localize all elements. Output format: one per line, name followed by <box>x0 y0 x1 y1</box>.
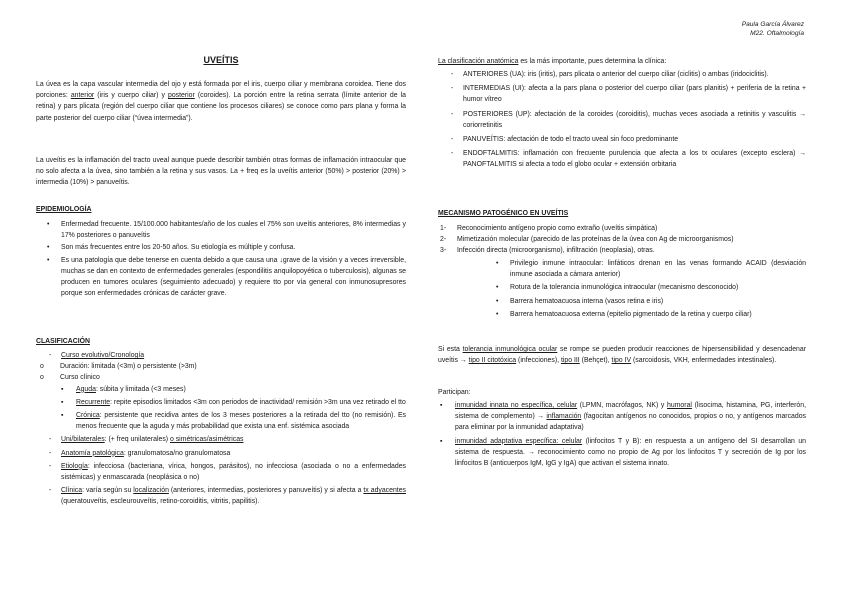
list-item: • Enfermedad frecuente. 15/100.000 habitantes/año de los cuales el 75% son uveítis anteriores, 8% intermedias y 17% posteriores o panuveítis <box>36 219 406 241</box>
list-item: • Barrera hematoacuosa interna (vasos retina e iris) <box>438 296 806 307</box>
list-item: • Privilegio inmune intraocular: linfáticos drenan en las venas formando ACAID (desviación inmune asociada a cámara anterior) <box>438 258 806 280</box>
tolerancia-paragraph: Si esta tolerancia inmunológica ocular se rompe se pueden producir reacciones de hipersensibilidad y desencadenar uveítis → tipo II citotóxica (infecciones), tipo III (Behçet), tipo IV (sarcoidosis, VKH, enfermedades intestinales). <box>438 346 806 365</box>
list-item: 2- Mimetización molecular (parecido de las proteínas de la úvea con Ag de microorganismos) <box>440 236 734 244</box>
anatomica-lead: La clasificación anatómica es la más importante, pues determina la clínica: <box>438 58 667 65</box>
list-item: ▪ inmunidad innata no específica, celular (LPMN, macrófagos, NK) y humoral (lisocima, histamina, PG, interferón, sistema de complemento) → inflamación (fagocitan antígenos no conocidos, propios o no, y antígenos marcados para eliminar por la inmunidad adaptativa) <box>438 400 806 434</box>
participan-heading: Participan: <box>438 389 471 396</box>
mecanismo-heading: MECANISMO PATOGÉNICO EN UVEÍTIS <box>438 210 569 217</box>
list-item: - Clínica: varía según su localización (anteriores, intermedias, posteriores y panuveítis) y si afecta a tx adyacentes (queratouveítis, escleurouveítis, retino-coroiditis, vitritis, papilitis). <box>36 485 406 507</box>
list-item: ▪ Crónica: persistente que recidiva antes de los 3 meses posteriores a la retirada del tto (no remisión). Es menos frecuente que la aguda y más probabilidad que exista una enf. sistémica asociada <box>36 410 406 432</box>
list-item: - Curso evolutivo/Cronología <box>36 350 406 361</box>
header-author-block <box>742 20 804 38</box>
anatomica-list <box>438 69 806 171</box>
list-item: - Etiología: infecciosa (bacteriana, vírica, hongos, parásitos), no infecciosa (asociada o no a enfermedades sistémicas) y enmascarada (neoplásica o no) <box>36 461 406 483</box>
list-item: - Anatomía patológica: granulomatosa/no granulomatosa <box>36 448 406 459</box>
author-name: Paula García Álvarez <box>741 21 804 28</box>
clasificacion-heading: CLASIFICACIÓN <box>36 338 90 345</box>
list-item: 3- Infección directa (microorganismo), infiltración (neoplasia), otras. <box>440 247 655 255</box>
list-item: • Rotura de la tolerancia inmunológica intraocular (mecanismo desconocido) <box>438 282 806 293</box>
list-item: 1- Reconocimiento antígeno propio como extraño (uveítis simpática) <box>440 225 658 232</box>
list-item: • Son más frecuentes entre los 20-50 años. Su etiología es múltiple y confusa. <box>36 242 406 253</box>
course-name: M22. Oftalmología <box>750 30 804 37</box>
participan-list <box>438 400 806 469</box>
list-item: - PANUVEÍTIS: afectación de todo el tracto uveal sin foco predominante <box>438 134 806 145</box>
intro-paragraph-1: La úvea es la capa vascular intermedia del ojo y está formada por el iris, cuerpo ciliar y membrana coroidea. Tiene dos porciones: anterior (iris y cuerpo ciliar) y posterior (coroides). La porción entre la retina serrata (límite anterior de la retina) y pars plicata (región del cuerpo ciliar que contiene los procesos ciliares) se conoce como pars plana y forma la parte posterior del cuerpo ciliar (“úvea intermedia”). <box>36 81 406 122</box>
list-item: o Duración: limitada (<3m) o persistente (>3m) <box>36 361 406 372</box>
mecanismo-list <box>438 223 806 257</box>
anterior-term: anterior <box>70 92 95 100</box>
list-item: ▪ Aguda: súbita y limitada (<3 meses) <box>36 384 406 395</box>
list-item: ▪ Recurrente: repite episodios limitados <3m con periodos de inactividad/ remisión >3m una vez retirado el tto <box>36 397 406 408</box>
list-item: - POSTERIORES (UP): afectación de la coroides (coroiditis), muchas veces asociada a retinitis y vasculitis → coriorretinitis <box>438 109 806 131</box>
page-title: UVEÍTIS <box>203 55 239 65</box>
mecanismo-sublist <box>438 258 806 320</box>
list-item: - ANTERIORES (UA): iris (iritis), pars plicata o anterior del cuerpo ciliar (ciclitis) o ambas (iridociclitis). <box>438 69 806 80</box>
clasificacion-list <box>36 350 406 508</box>
list-item: • Barrera hematoacuosa externa (epitelio pigmentado de la retina y cuerpo ciliar) <box>438 309 806 320</box>
list-item: - INTERMEDIAS (UI): afecta a la pars plana o posterior del cuerpo ciliar (pars planitis) + periferia de la retina + humor vítreo <box>438 83 806 105</box>
list-item: ▪ inmunidad adaptativa específica: celular (linfocitos T y B): en respuesta a un antígeno del SI desarrollan un sistema de respuesta. → reconocimiento como no propio de Ag por los linfocitos T y secreción de Ig por los linfocitos B (anticuerpos IgM, IgG y IgA) que activan el sistema innato. <box>438 436 806 470</box>
posterior-term: posterior <box>168 92 195 100</box>
epidemiologia-heading: EPIDEMIOLOGÍA <box>36 206 92 213</box>
list-item: • Es una patología que debe tenerse en cuenta debido a que causa una ↓grave de la visión y a veces irreversible, muchas se dan en contexto de enfermedades generales (espondilitis anquilopoyética o tuberculosis), algunas se producen en tumores oculares (seguimiento adecuado) y requiere tto por vía general con inmunosupresores porque son enfermedades crónicas de carácter grave. <box>36 255 406 300</box>
epidemiologia-list <box>36 219 406 299</box>
intro-paragraph-2: La uveítis es la inflamación del tracto uveal aunque puede describir también otras formas de inflamación intraocular que no solo afecta a la úvea, sino también a la retina y sus vasos. La + freq es la uveítis anterior (50%) > posterior (20%) > intermedia (10%) > panuveítis. <box>36 157 406 187</box>
list-item: - Uni/bilaterales: (+ freq unilaterales) o simétricas/asimétricas <box>36 434 406 445</box>
list-item: o Curso clínico <box>36 372 406 383</box>
list-item: - ENDOFTALMITIS: inflamación con frecuente purulencia que afecta a los tx oculares (excepto esclera) → PANOFTALMITIS si afecta a todo el globo ocular + extensión orbitaria <box>438 148 806 170</box>
